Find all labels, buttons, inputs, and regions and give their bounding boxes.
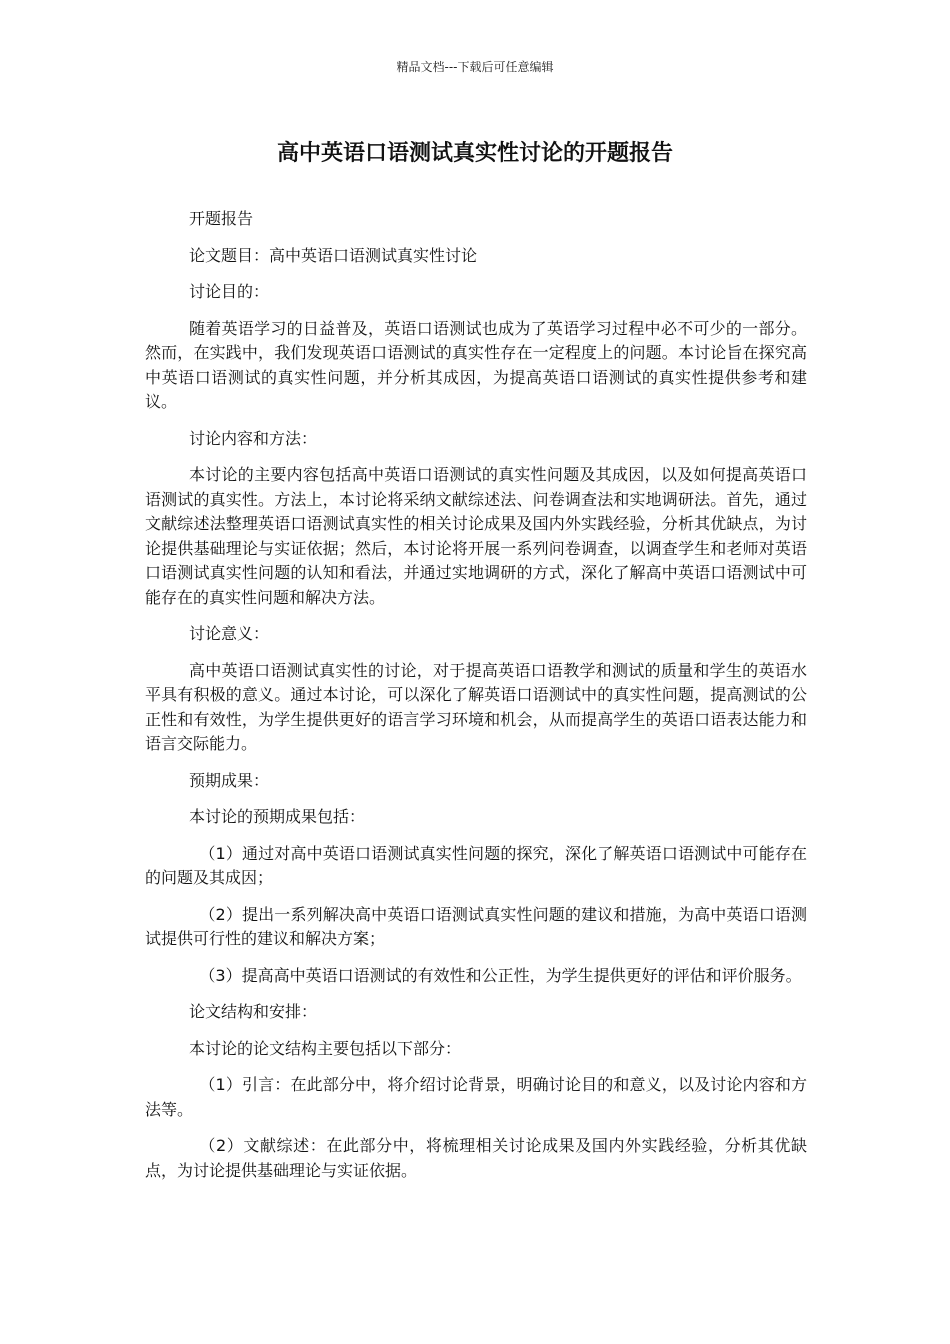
structure-intro: 本讨论的论文结构主要包括以下部分： (189, 1038, 462, 1058)
thesis-title-line: 论文题目：高中英语口语测试真实性讨论 (189, 245, 478, 265)
section-heading-expected-results: 预期成果： (189, 770, 270, 790)
expected-results-intro: 本讨论的预期成果包括： (189, 807, 366, 826)
document-body (145, 207, 807, 1195)
page-header: 精品文档---下载后可任意编辑 (396, 60, 554, 74)
section-heading-content-methods: 讨论内容和方法： (189, 428, 318, 448)
content-methods-paragraph: 本讨论的主要内容包括高中英语口语测试的真实性问题及其成因，以及如何提高英语口语测试的真实性。方法上，本讨论将采纳文献综述法、问卷调查法和实地调研法。首先，通过文献综述法整理英语口语测试真实性的相关讨论成果及国内外实践经验，分析其优缺点，为讨论提供基础理论与实证依据；然后，本讨论将开展一系列问卷调查，以调查学生和老师对英语口语测试真实性问题的认知和看法，并通过实地调研的方式，深化了解高中英语口语测试中可能存在的真实性问题和解决方法。 (145, 465, 807, 607)
section-heading-purpose: 讨论目的： (189, 282, 270, 301)
structure-item: （2）文献综述：在此部分中，将梳理相关讨论成果及国内外实践经验，分析其优缺点，为讨论提供基础理论与实证依据。 (145, 1136, 807, 1180)
purpose-paragraph: 随着英语学习的日益普及，英语口语测试也成为了英语学习过程中必不可少的一部分。然而，在实践中，我们发现英语口语测试的真实性存在一定程度上的问题。本讨论旨在探究高中英语口语测试的真实性问题，并分析其成因，为提高英语口语测试的真实性提供参考和建议。 (145, 318, 807, 411)
structure-item: （1）引言：在此部分中，将介绍讨论背景，明确讨论目的和意义，以及讨论内容和方法等。 (145, 1075, 807, 1119)
section-label-proposal: 开题报告 (189, 209, 254, 228)
expected-result-item: （1）通过对高中英语口语测试真实性问题的探究，深化了解英语口语测试中可能存在的问题及其成因； (145, 843, 807, 887)
section-heading-significance: 讨论意义： (189, 624, 270, 643)
significance-paragraph: 高中英语口语测试真实性的讨论，对于提高英语口语教学和测试的质量和学生的英语水平具有积极的意义。通过本讨论，可以深化了解英语口语测试中的真实性问题，提高测试的公正性和有效性，为学生提供更好的语言学习环境和机会，从而提高学生的英语口语表达能力和语言交际能力。 (145, 660, 807, 753)
section-heading-structure: 论文结构和安排： (189, 1002, 318, 1021)
document-title: 高中英语口语测试真实性讨论的开题报告 (276, 141, 673, 166)
expected-result-item: （2）提出一系列解决高中英语口语测试真实性问题的建议和措施，为高中英语口语测试提供可行性的建议和解决方案； (145, 904, 807, 948)
expected-result-item: （3）提高高中英语口语测试的有效性和公正性，为学生提供更好的评估和评价服务。 (199, 965, 802, 985)
